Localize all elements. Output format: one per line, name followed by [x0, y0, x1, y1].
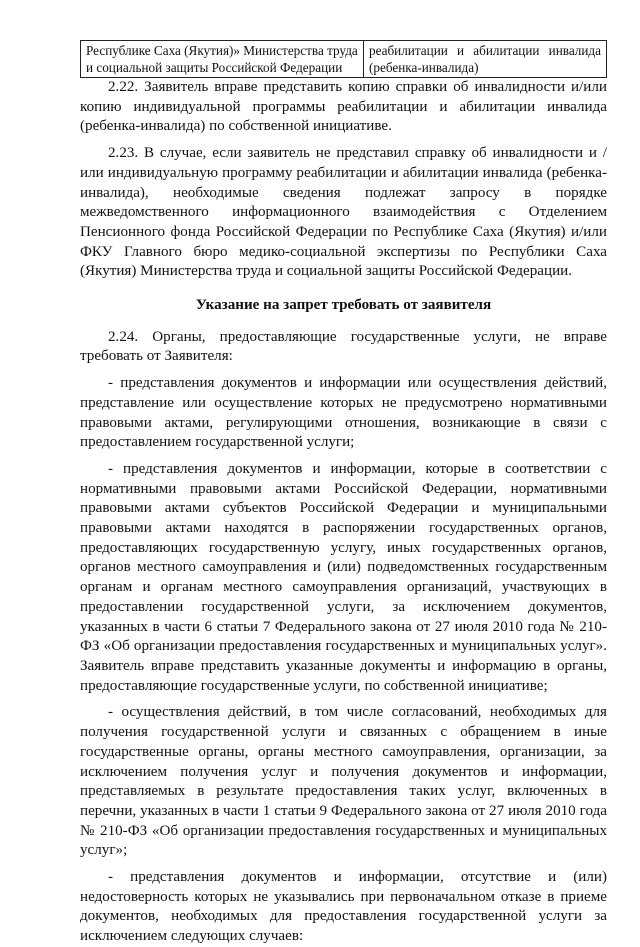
paragraph-2-22: 2.22. Заявитель вправе представить копию справки об инвалидности и/или копию индивидуальной программы реабилитации и абилитации инвалида (ребенка-инвалида) по собственной инициативе. [80, 79, 607, 135]
paragraph-2-24: 2.24. Органы, предоставляющие государственные услуги, не вправе требовать от Заявителя: [80, 328, 607, 365]
section-heading: Указание на запрет требовать от заявителя [195, 297, 492, 314]
list-item-4: - представления документов и информации, отсутствие и (или) недостоверность которых не указывались при первоначальном отказе в приеме документов, необходимых для предоставления государственной услуги за исключением следующих случаев: [80, 869, 607, 945]
header-table-row [81, 41, 607, 78]
header-table-cell-right: реабилитации и абилитации инвалида (ребенка-инвалида) [364, 41, 607, 78]
list-item-2: - представления документов и информации, которые в соответствии с нормативными правовыми актами Российской Федерации, нормативными правовыми актами субъектов Российской Федерации и муниципальными правовыми актами находятся в распоряжении государственных органов, предоставляющих государственную услугу, иных государственных органов, органов местного самоуправления и (или) подведомственных государственным органам и органам местного самоуправления организаций, участвующих в предоставлении государственной услуги, за исключением документов, указанных в части 6 статьи 7 Федерального закона от 27 июля 2010 года № 210-ФЗ «Об организации предоставления государственных и муниципальных услуг». Заявитель вправе представить указанные документы и информацию в органы, предоставляющие государственные услуги, по собственной инициативе; [80, 460, 607, 694]
paragraph-2-23: 2.23. В случае, если заявитель не представил справку об инвалидности и / или индивидуальную программу реабилитации и абилитации инвалида (ребенка-инвалида), необходимые сведения подлежат запросу в порядке межведомственного информационного взаимодействия с Отделением Пенсионного фонда Российской Федерации по Республике Саха (Якутия) и/или ФКУ Главного бюро медико-социальной экспертизы по Республики Саха (Якутия) Министерства труда и социальной защиты Российской Федерации. [80, 145, 607, 280]
header-table [80, 40, 607, 78]
list-item-3: - осуществления действий, в том числе согласований, необходимых для получения государственной услуги и связанных с обращением в иные государственные органы, органы местного самоуправления, организации, за исключением получения услуг и получения документов и информации, представляемых в результате предоставления таких услуг, включенных в перечни, указанных в части 1 статьи 9 Федерального закона от 27 июля 2010 года № 210-ФЗ «Об организации предоставления государственных и муниципальных услуг»; [80, 704, 607, 859]
header-table-cell-left: Республике Саха (Якутия)» Министерства труда и социальной защиты Российской Федерации [81, 41, 364, 78]
document-body [80, 78, 607, 947]
list-item-1: - представления документов и информации или осуществления действий, представление или осуществление которых не предусмотрено нормативными правовыми актами, регулирующими отношения, возникающие в связи с предоставлением государственной услуги; [80, 375, 607, 451]
